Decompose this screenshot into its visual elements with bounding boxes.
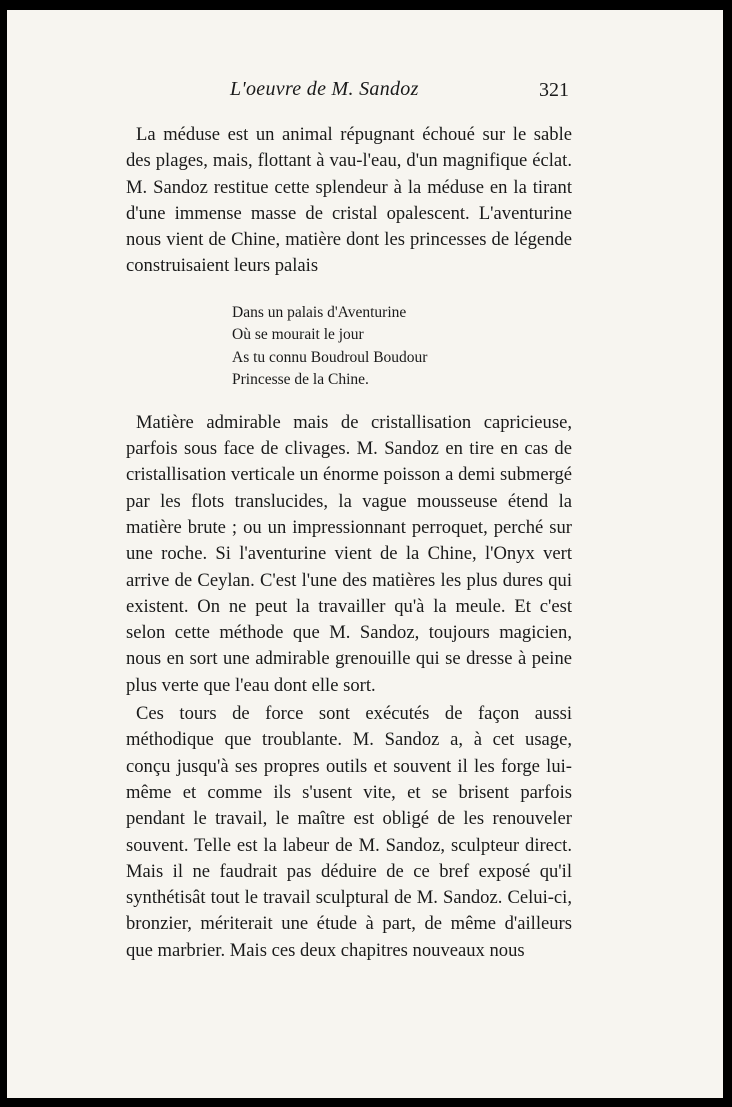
verse-line-3: As tu connu Boudroul Boudour — [232, 348, 428, 366]
scan-border-top — [0, 0, 732, 10]
verse-line-4: Princesse de la Chine. — [232, 371, 369, 389]
paragraph-2: Matière admirable mais de cristallisation capricieuse, parfois sous face de clivages. M. Sandoz en tire en cas de cristallisation verticale un énorme poisson a demi submergé par les flots translucides, la vague mousseuse étend la matière brute ; ou un impressionnant perroquet, perché sur une roche. Si l'aventurine vient de la Chine, l'Onyx vert arrive de Ceylan. C'est l'une des matières les plus dures qui existent. On ne peut la travailler qu'à la meule. Et c'est selon cette méthode que M. Sandoz, toujours magicien, nous en sort une admirable grenouille qui se dresse à peine plus verte que l'eau dont elle sort. — [126, 411, 572, 696]
scan-border-right — [723, 0, 732, 1107]
body-text — [126, 122, 572, 964]
running-title: L'oeuvre de M. Sandoz — [230, 78, 419, 100]
page-number: 321 — [539, 79, 569, 101]
paragraph-1: La méduse est un animal répugnant échoué sur le sable des plages, mais, flottant à vau-l'eau, d'un magnifique éclat. M. Sandoz restitue cette splendeur à la méduse en la tirant d'une immense masse de cristal opalescent. L'aventurine nous vient de Chine, matière dont les princesses de légende construisaient leurs palais — [126, 124, 572, 277]
verse-quote — [232, 302, 572, 392]
verse-line-2: Où se mourait le jour — [232, 326, 364, 344]
scan-border-left — [0, 0, 7, 1107]
page-header — [126, 78, 571, 108]
verse-line-1: Dans un palais d'Aventurine — [232, 303, 407, 321]
paragraph-3: Ces tours de force sont exécutés de façon aussi méthodique que troublante. M. Sandoz a, à cet usage, conçu jusqu'à ses propres outils et souvent il les forge lui-même et comme ils s'usent vite, et se brisent parfois pendant le travail, le maître est obligé de les renouveler souvent. Telle est la labeur de M. Sandoz, sculpteur direct. Mais il ne faudrait pas déduire de ce bref exposé qu'il synthétisât tout le travail sculptural de M. Sandoz. Celui-ci, bronzier, mériterait une étude à part, de même d'ailleurs que marbrier. Mais ces deux chapitres nouveaux nous — [126, 703, 572, 961]
scan-border-bottom — [0, 1098, 732, 1107]
